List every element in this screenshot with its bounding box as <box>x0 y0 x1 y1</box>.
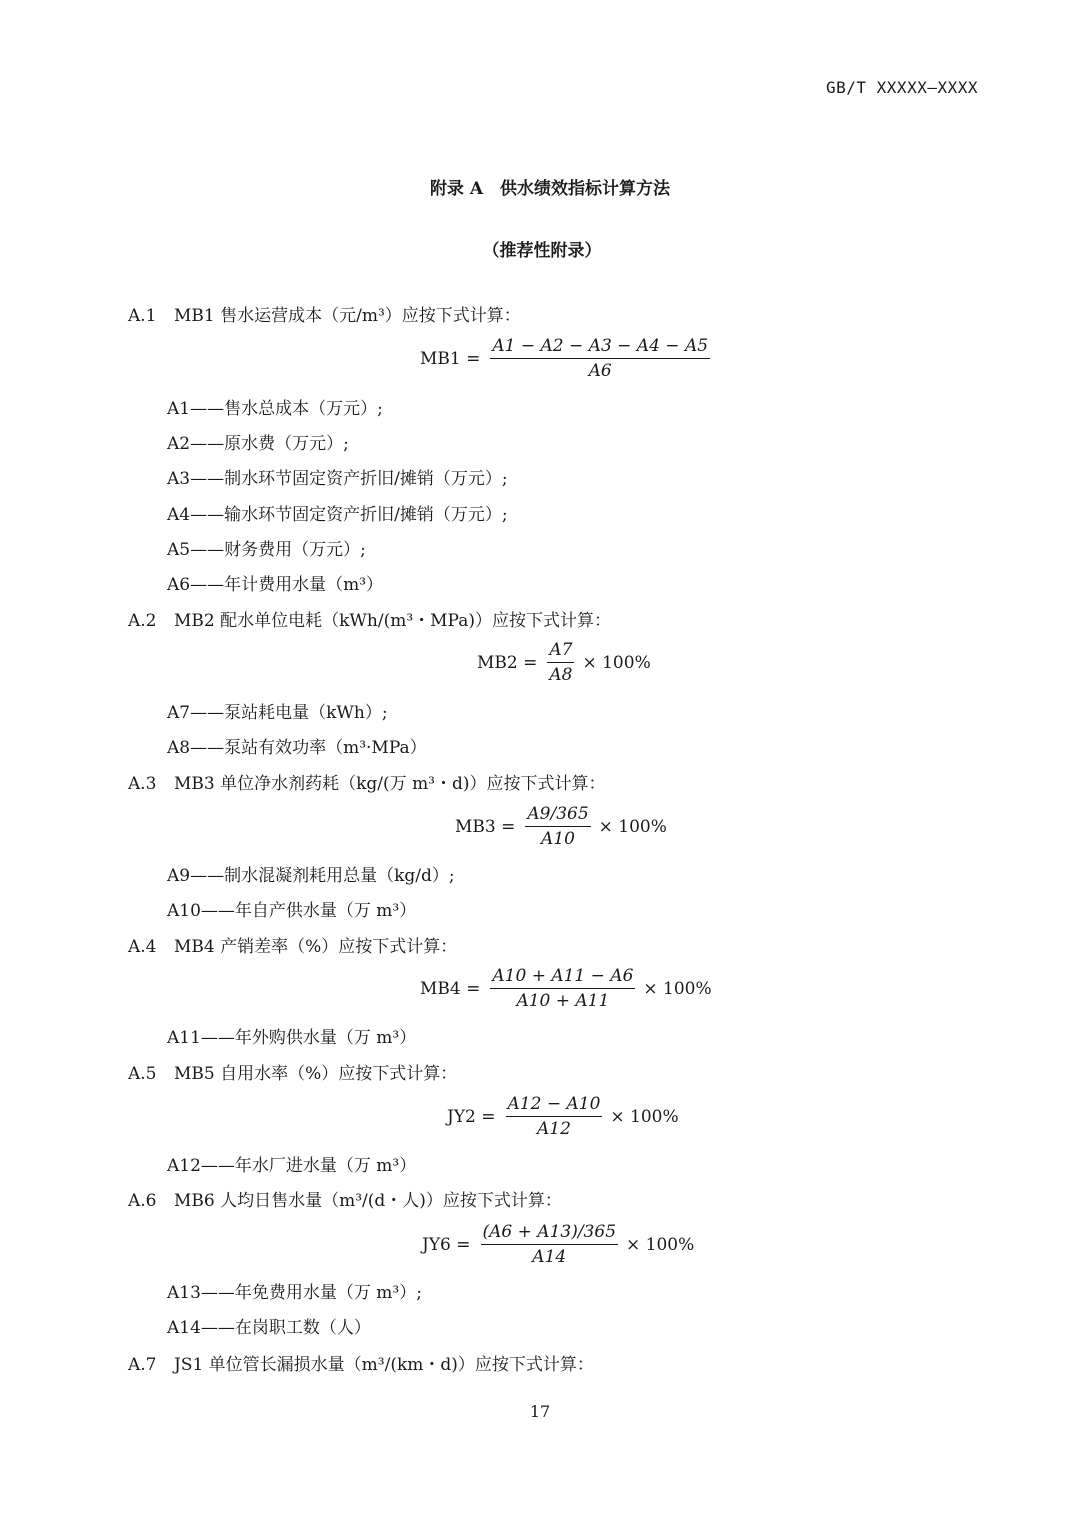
page-number: 17 <box>529 1402 551 1421</box>
section-number: A.4 <box>128 937 157 957</box>
variable-a3: A3——制水环节固定资产折旧/摊销（万元）; <box>167 469 508 489</box>
numerator: A1 − A2 − A3 − A4 − A5 <box>492 336 709 356</box>
variable-a8: A8——泵站有效功率（m³·MPa） <box>167 738 427 758</box>
section-text: MB6 人均日售水量（m³/(d・人)）应按下式计算： <box>174 1191 562 1211</box>
section-number: A.5 <box>128 1064 157 1084</box>
formula-lhs: MB1 = <box>420 348 481 369</box>
section-number: A.1 <box>128 306 157 326</box>
fraction <box>506 1092 603 1141</box>
variable-a6: A6——年计费用水量（m³） <box>167 575 384 595</box>
appendix-title: 附录 A 供水绩效指标计算方法 <box>429 179 671 199</box>
section-a6 <box>128 1186 562 1211</box>
formula-suffix: × 100% <box>582 652 651 673</box>
section-a2 <box>128 606 611 631</box>
variable-a11: A11——年外购供水量（万 m³） <box>167 1028 417 1048</box>
formula-jy6 <box>422 1220 694 1269</box>
formula-suffix: × 100% <box>598 816 667 837</box>
denominator: A6 <box>588 361 612 381</box>
variable-a7: A7——泵站耗电量（kWh）; <box>167 703 388 723</box>
variable-a2: A2——原水费（万元）; <box>167 434 349 454</box>
variable-a4: A4——输水环节固定资产折旧/摊销（万元）; <box>167 505 508 525</box>
formula-mb4 <box>420 964 712 1013</box>
formula-lhs: JY6 = <box>422 1234 471 1255</box>
formula-mb3 <box>455 802 667 851</box>
section-a4 <box>128 932 457 957</box>
variable-a12: A12——年水厂进水量（万 m³） <box>167 1156 417 1176</box>
formula-suffix: × 100% <box>610 1106 679 1127</box>
denominator: A14 <box>532 1247 567 1267</box>
formula-suffix: × 100% <box>643 978 712 999</box>
section-text: JS1 单位管长漏损水量（m³/(km・d)）应按下式计算： <box>174 1355 594 1375</box>
variable-a10: A10——年自产供水量（万 m³） <box>167 901 417 921</box>
section-number: A.2 <box>128 611 157 631</box>
numerator: A12 − A10 <box>507 1094 601 1114</box>
formula-mb2 <box>477 638 651 687</box>
section-a3 <box>128 769 606 794</box>
section-text: MB2 配水单位电耗（kWh/(m³・MPa)）应按下式计算： <box>174 611 611 631</box>
denominator: A10 + A11 <box>516 991 610 1011</box>
numerator: A7 <box>549 640 573 660</box>
section-number: A.3 <box>128 774 157 794</box>
formula-lhs: JY2 = <box>447 1106 496 1127</box>
fraction <box>525 802 590 851</box>
variable-a5: A5——财务费用（万元）; <box>167 540 366 560</box>
formula-suffix: × 100% <box>626 1234 695 1255</box>
denominator: A12 <box>536 1119 571 1139</box>
variable-a1: A1——售水总成本（万元）; <box>167 399 383 419</box>
denominator: A8 <box>549 665 573 685</box>
section-text: MB1 售水运营成本（元/m³）应按下式计算： <box>174 306 521 326</box>
fraction <box>490 334 710 383</box>
section-number: A.7 <box>128 1355 157 1375</box>
formula-lhs: MB2 = <box>477 652 538 673</box>
variable-a13: A13——年免费用水量（万 m³）; <box>167 1283 422 1303</box>
section-a5 <box>128 1059 457 1084</box>
formula-lhs: MB4 = <box>420 978 481 999</box>
formula-mb1 <box>420 334 714 383</box>
section-a1 <box>128 301 521 326</box>
fraction <box>547 638 574 687</box>
standard-code: GB/T XXXXX—XXXX <box>826 78 978 97</box>
numerator: (A6 + A13)/365 <box>482 1222 617 1242</box>
variable-a14: A14——在岗职工数（人） <box>167 1318 371 1338</box>
section-number: A.6 <box>128 1191 157 1211</box>
section-text: MB5 自用水率（%）应按下式计算： <box>174 1064 458 1084</box>
appendix-subtitle: （推荐性附录） <box>482 241 602 261</box>
section-text: MB3 单位净水剂药耗（kg/(万 m³・d)）应按下式计算： <box>174 774 606 794</box>
fraction <box>490 964 635 1013</box>
section-text: MB4 产销差率（%）应按下式计算： <box>174 937 458 957</box>
fraction <box>481 1220 619 1269</box>
formula-lhs: MB3 = <box>455 816 516 837</box>
variable-a9: A9——制水混凝剂耗用总量（kg/d）; <box>167 866 455 886</box>
numerator: A9/365 <box>527 804 589 824</box>
numerator: A10 + A11 − A6 <box>492 966 634 986</box>
formula-jy2 <box>447 1092 679 1141</box>
denominator: A10 <box>541 829 575 849</box>
section-a7 <box>128 1350 594 1375</box>
